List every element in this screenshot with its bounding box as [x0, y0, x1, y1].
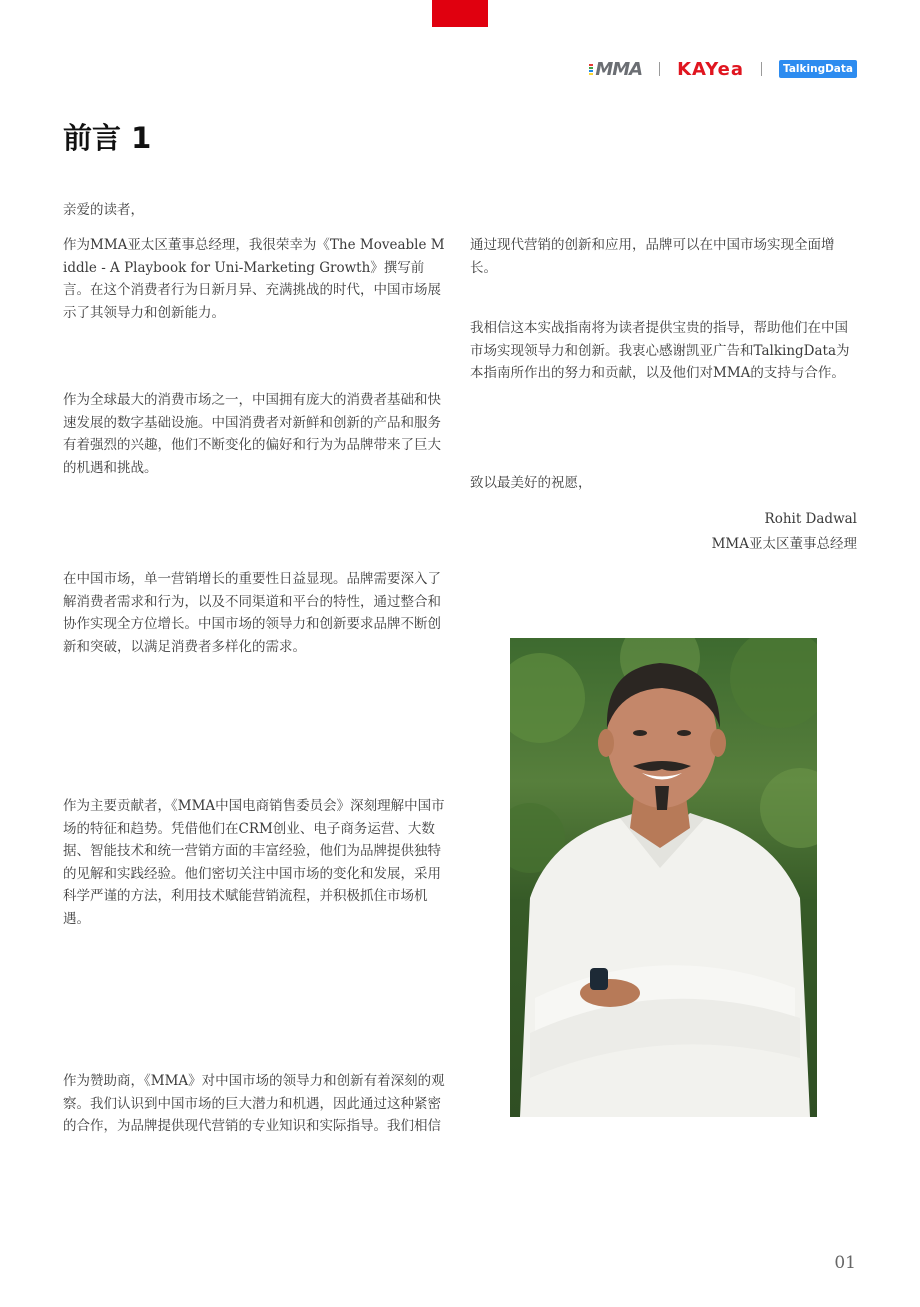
logo-divider [761, 62, 762, 76]
closing-salutation: 致以最美好的祝愿， [470, 475, 592, 491]
left-paragraph-1: 作为MMA亚太区董事总经理，我很荣幸为《The Moveable Middle - A Playbook for Uni-Marketing Growth》撰写前言。在这个消费者行为日新月异、充满挑战的时代，中国市场展示了其领导力和创新能力。 [63, 237, 445, 321]
right-paragraph-1: 通过现代营销的创新和应用，品牌可以在中国市场实现全面增长。 [470, 237, 835, 276]
mma-logo-bars [589, 64, 593, 75]
logo-divider [659, 62, 660, 76]
left-paragraph-4: 作为主要贡献者，《MMA中国电商销售委员会》深刻理解中国市场的特征和趋势。凭借他们在CRM创业、电子商务运营、大数据、智能技术和统一营销方面的丰富经验，他们为品牌提供独特的见解和实践经验。他们密切关注中国市场的变化和发展，采用科学严谨的方法，利用技术赋能营销流程，并积极抓住市场机遇。 [63, 798, 445, 927]
portrait-illustration [510, 638, 817, 1117]
signature-name: Rohit Dadwal [764, 511, 857, 527]
signature-role: MMA亚太区董事总经理 [711, 536, 857, 552]
greeting: 亲爱的读者， [63, 202, 144, 218]
mma-logo-text: MMA [595, 58, 643, 80]
page-number: 01 [834, 1253, 856, 1273]
left-paragraph-5: 作为赞助商，《MMA》对中国市场的领导力和创新有着深刻的观察。我们认识到中国市场的巨大潜力和机遇，因此通过这种紧密的合作，为品牌提供现代营销的专业知识和实际指导。我们相信 [63, 1073, 445, 1134]
partner-logos [589, 58, 857, 80]
left-paragraph-2: 作为全球最大的消费市场之一，中国拥有庞大的消费者基础和快速发展的数字基础设施。中国消费者对新鲜和创新的产品和服务有着强烈的兴趣，他们不断变化的偏好和行为为品牌带来了巨大的机遇和挑战。 [63, 392, 441, 476]
red-corner-tab [432, 0, 488, 27]
signature-block [712, 507, 857, 557]
kayea-logo: KAYea [677, 58, 745, 80]
right-paragraph-2: 我相信这本实战指南将为读者提供宝贵的指导，帮助他们在中国市场实现领导力和创新。我衷心感谢凯亚广告和TalkingData为本指南所作出的努力和贡献，以及他们对MMA的支持与合作。 [470, 320, 850, 381]
page-title: 前言 1 [63, 121, 152, 155]
portrait-photo [510, 638, 817, 1117]
talkingdata-logo: TalkingData [779, 60, 857, 78]
mma-logo [589, 59, 642, 80]
left-paragraph-3: 在中国市场，单一营销增长的重要性日益显现。品牌需要深入了解消费者需求和行为，以及不同渠道和平台的特性，通过整合和协作实现全方位增长。中国市场的领导力和创新要求品牌不断创新和突破，以满足消费者多样化的需求。 [63, 571, 441, 655]
